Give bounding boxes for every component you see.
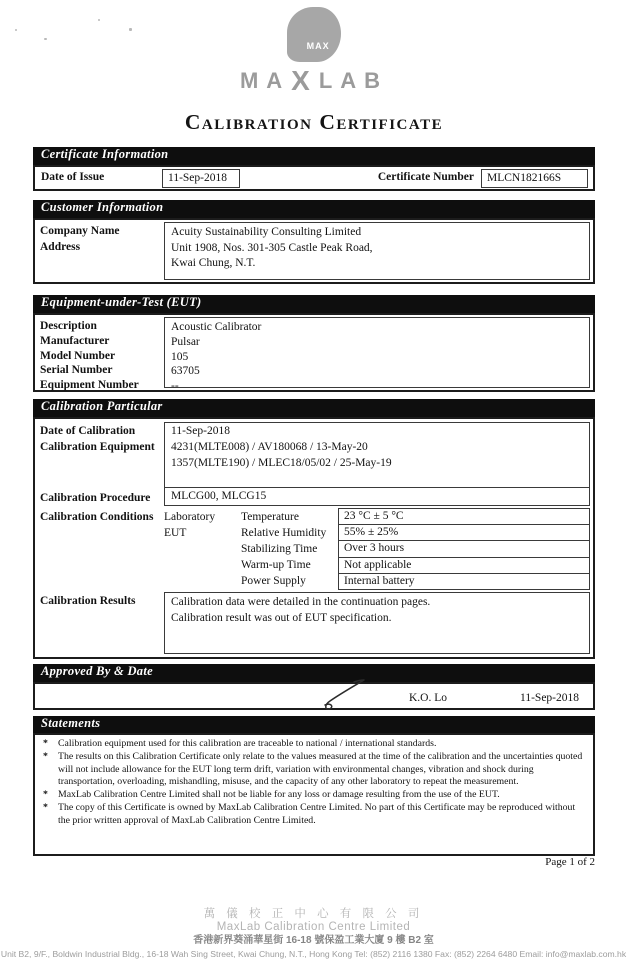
scan-speck — [98, 19, 100, 21]
calibration-results-values — [164, 592, 590, 654]
scan-speck — [129, 28, 132, 31]
condition-property: Temperature — [241, 511, 299, 523]
results-label-col — [35, 592, 164, 654]
wordmark-ma: MA — [239, 68, 291, 93]
certificate-number-value: MLCN182166S — [481, 169, 588, 188]
certificate-information-row — [33, 165, 595, 191]
eut-values — [164, 317, 590, 393]
condition-property: Stabilizing Time — [241, 543, 318, 555]
address-label: Address — [40, 240, 81, 253]
footer-company-chinese: 萬 儀 校 正 中 心 有 限 公 司 — [203, 908, 424, 920]
condition-scope: EUT — [164, 527, 187, 539]
bullet: * — [43, 738, 48, 749]
customer-values — [164, 222, 590, 280]
statement-text: The copy of this Certificate is owned by MaxLab Calibration Centre Limited. No part of this Certificate may be reproduced without the prior written approval of MaxLab Calibration Centre Limited. — [58, 801, 576, 826]
statement-text: Calibration equipment used for this calibration are traceable to national / international standards. — [58, 738, 437, 749]
calibration-labels — [35, 422, 164, 506]
scan-speck — [15, 29, 17, 31]
scan-speck — [44, 38, 47, 40]
conditions-scope-col — [164, 508, 241, 590]
customer-information-box — [33, 218, 595, 284]
customer-labels — [35, 222, 164, 280]
approval-box — [33, 682, 595, 710]
spacer — [40, 455, 164, 491]
condition-scope: Laboratory — [164, 511, 216, 523]
statement-text: The results on this Calibration Certificate only relate to the values measured at the time of the calibration and the uncertainties quoted will not include allowance for the EUT long term drift, variation with environmental changes, vibration and shock during transportation, overloading, mishandling, misuse, and the capacity of any other laboratory to repeat the measurement. — [58, 750, 583, 788]
bullet: * — [43, 789, 48, 801]
eut-row-label: Model Number — [40, 349, 116, 362]
maxlab-wordmark — [33, 65, 595, 96]
company-name-label: Company Name — [40, 225, 120, 237]
eut-labels — [35, 317, 164, 392]
section-heading: Approved By & Date — [41, 664, 153, 678]
calibration-results-label: Calibration Results — [40, 595, 136, 607]
statements-box — [33, 733, 595, 856]
date-of-calibration-label: Date of Calibration — [40, 425, 136, 437]
calibration-conditions-label: Calibration Conditions — [40, 511, 154, 523]
wordmark-x: X — [291, 65, 318, 96]
page-number: Page 1 of 2 — [545, 856, 595, 868]
calibration-equipment-line-1: 4231(MLTE008) / AV180068 / 13-May-20 — [171, 441, 368, 453]
footer-address-chinese: 香港新界葵涌華星街 16-18 號保盈工業大廈 9 樓 B2 室 — [193, 935, 434, 946]
calibration-procedure-label: Calibration Procedure — [40, 491, 151, 504]
calibration-particular-box — [33, 417, 595, 659]
footer-address-english: Unit B2, 9/F., Boldwin Industrial Bldg., 16-18 Wah Sing Street, Kwai Chung, N.T., Hong Kong Tel: (852) 2116 1380 Fax: (852) 2264 6480 Email: info@maxlab.com.hk — [0, 949, 627, 959]
calibration-equipment-label: Calibration Equipment — [40, 440, 155, 453]
condition-property: Warm-up Time — [241, 559, 311, 571]
statement-item — [41, 738, 583, 751]
eut-row-label: Serial Number — [40, 364, 113, 377]
wordmark-lab: LAB — [318, 68, 389, 93]
statement-item — [41, 802, 583, 828]
condition-value: Not applicable — [339, 558, 589, 574]
conditions-value-col — [338, 508, 590, 590]
date-of-calibration-value: 11-Sep-2018 — [171, 425, 230, 437]
eut-row-value: Pulsar — [171, 335, 200, 348]
calibration-procedure-value: MLCG00, MLCG15 — [165, 487, 589, 505]
calibration-conditions-row — [35, 508, 590, 590]
date-of-issue-value: 11-Sep-2018 — [162, 169, 240, 188]
eut-row-label: Manufacturer — [40, 334, 110, 347]
calibration-equipment-line-2: 1357(MLTE190) / MLEC18/05/02 / 25-May-19 — [171, 457, 392, 469]
statement-text: MaxLab Calibration Centre Limited shall not be liable for any loss or damage resulting from the use of the EUT. — [58, 789, 500, 801]
condition-property: Relative Humidity — [241, 527, 327, 539]
conditions-label-col — [35, 508, 164, 590]
section-heading: Customer Information — [41, 200, 164, 214]
calibration-results-row — [35, 592, 590, 654]
calibration-dates-row — [35, 422, 590, 506]
results-line-1: Calibration data were detailed in the continuation pages. — [171, 596, 431, 608]
eut-row-label: Description — [40, 320, 97, 332]
document-title: Calibration Certificate — [184, 110, 444, 134]
address-line-2: Kwai Chung, N.T. — [171, 257, 256, 269]
condition-value: 23 °C ± 5 °C — [339, 509, 589, 525]
results-line-2: Calibration result was out of EUT specification. — [171, 611, 392, 624]
condition-value: Over 3 hours — [339, 541, 589, 557]
eut-row-value: -- — [171, 380, 179, 393]
signature-icon — [320, 676, 368, 712]
eut-box — [33, 313, 595, 392]
approval-date: 11-Sep-2018 — [520, 692, 579, 704]
bullet: * — [43, 801, 48, 813]
calibration-dates-values — [164, 422, 590, 506]
condition-value: 55% ± 25% — [339, 525, 589, 541]
section-header-calibration-particular — [33, 399, 595, 417]
section-header-customer-information — [33, 200, 595, 218]
certificate-number-label: Certificate Number — [377, 171, 474, 184]
company-name-value: Acuity Sustainability Consulting Limited — [171, 226, 362, 238]
bullet: * — [43, 750, 48, 762]
conditions-property-col — [241, 508, 338, 590]
eut-row-value: Acoustic Calibrator — [171, 321, 262, 333]
address-line-1: Unit 1908, Nos. 301-305 Castle Peak Road, — [171, 241, 373, 254]
condition-value: Internal battery — [344, 574, 415, 587]
section-heading: Certificate Information — [41, 147, 169, 161]
statement-item — [41, 751, 583, 789]
eut-row-value: 105 — [171, 350, 189, 363]
section-header-certificate-information — [33, 147, 595, 165]
section-header-eut — [33, 295, 595, 313]
statement-item — [41, 789, 583, 802]
spacer — [165, 471, 589, 487]
section-heading: Calibration Particular — [41, 399, 163, 413]
section-header-statements — [33, 716, 595, 733]
approver-name: K.O. Lo — [409, 692, 448, 704]
section-header-approval — [33, 664, 595, 682]
footer-company-english: MaxLab Calibration Centre Limited — [216, 921, 411, 933]
condition-property: Power Supply — [241, 575, 306, 587]
section-heading: Equipment-under-Test (EUT) — [41, 295, 202, 309]
logo-area — [33, 0, 595, 94]
logo-badge-text: MAX — [306, 41, 330, 52]
eut-row-value: 63705 — [171, 365, 200, 378]
date-of-issue-label: Date of Issue — [41, 171, 105, 184]
maxlab-logo-icon — [287, 7, 341, 62]
eut-row-label: Equipment Number — [40, 379, 139, 392]
footer — [0, 908, 627, 959]
section-heading: Statements — [41, 716, 101, 730]
